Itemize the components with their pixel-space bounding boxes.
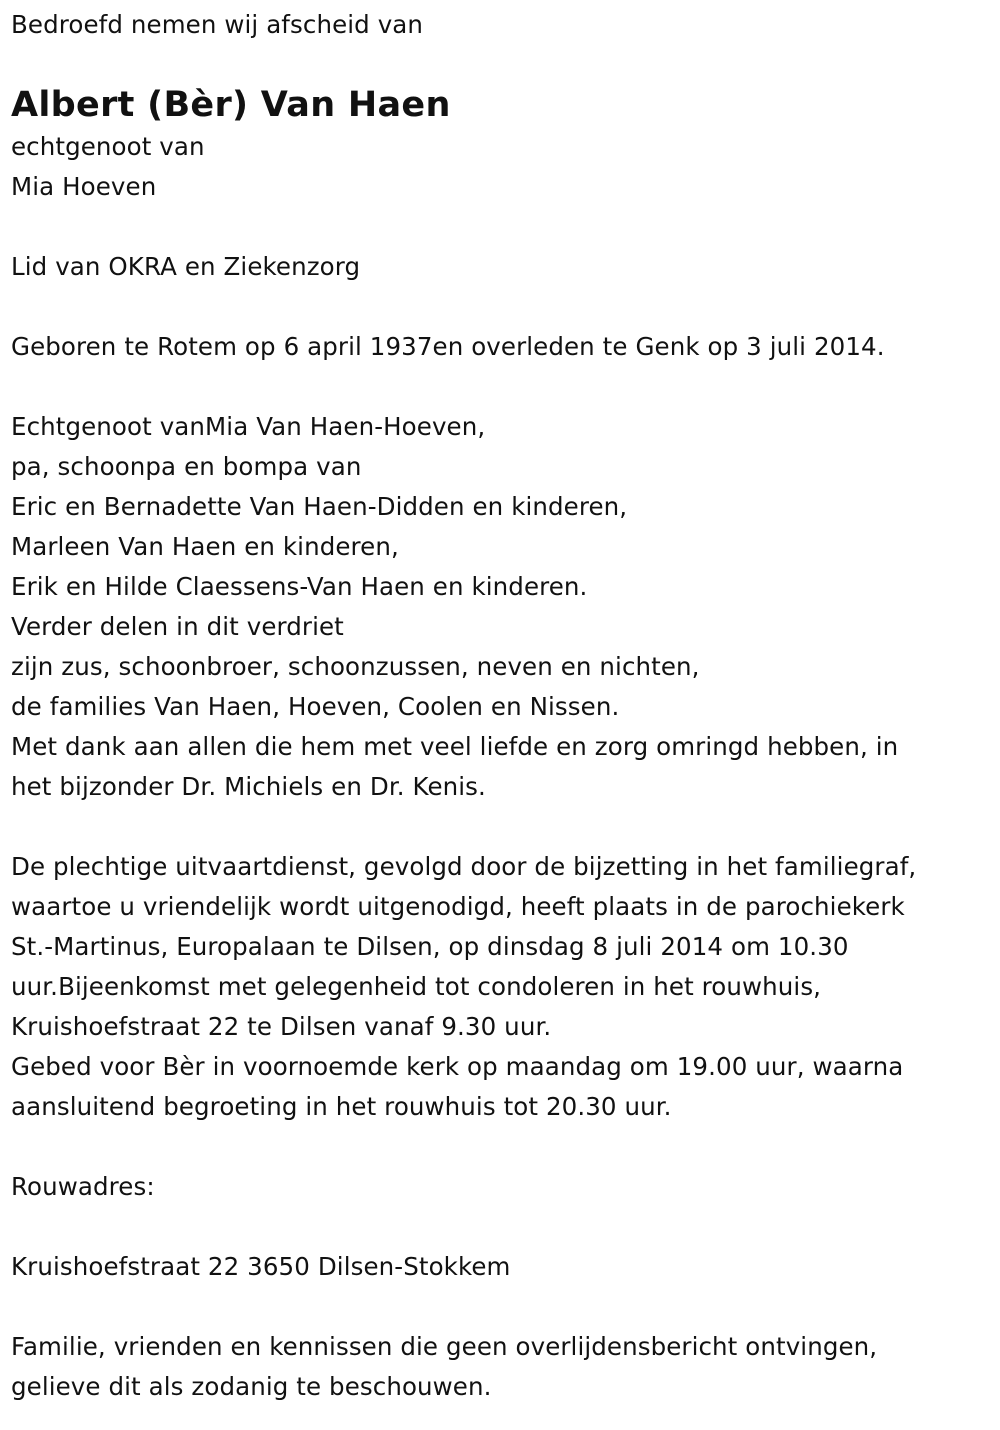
membership-text: Lid van OKRA en Ziekenzorg <box>11 252 361 281</box>
family-section <box>11 407 996 807</box>
family-line: Met dank aan allen die hem met veel liefde en zorg omringd hebben, in <box>11 732 899 761</box>
spacer <box>11 1127 996 1167</box>
spacer <box>11 207 996 247</box>
family-line: het bijzonder Dr. Michiels en Dr. Kenis. <box>11 772 486 801</box>
ceremony-line: aansluitend begroeting in het rouwhuis tot 20.30 uur. <box>11 1092 672 1121</box>
spacer <box>11 287 996 327</box>
family-line: pa, schoonpa en bompa van <box>11 452 362 481</box>
birth-death-text: Geboren te Rotem op 6 april 1937en overleden te Genk op 3 juli 2014. <box>11 332 885 361</box>
closing-line: gelieve dit als zodanig te beschouwen. <box>11 1372 492 1401</box>
ceremony-line: Gebed voor Bèr in voornoemde kerk op maandag om 19.00 uur, waarna <box>11 1052 904 1081</box>
spacer <box>11 1287 996 1327</box>
family-line: Echtgenoot vanMia Van Haen-Hoeven, <box>11 412 486 441</box>
closing-section <box>11 1327 996 1407</box>
family-line: Eric en Bernadette Van Haen-Didden en kinderen, <box>11 492 628 521</box>
spacer <box>11 1207 996 1247</box>
death-notice <box>11 5 996 1407</box>
closing-line: Familie, vrienden en kennissen die geen overlijdensbericht ontvingen, <box>11 1332 878 1361</box>
spouse-intro: echtgenoot van <box>11 132 205 161</box>
family-line: Marleen Van Haen en kinderen, <box>11 532 399 561</box>
ceremony-line: St.-Martinus, Europalaan te Dilsen, op dinsdag 8 juli 2014 om 10.30 <box>11 932 849 961</box>
spouse-name: Mia Hoeven <box>11 172 157 201</box>
ceremony-line: Kruishoefstraat 22 te Dilsen vanaf 9.30 uur. <box>11 1012 552 1041</box>
address-label: Rouwadres: <box>11 1172 155 1201</box>
intro-text: Bedroefd nemen wij afscheid van <box>11 10 424 39</box>
deceased-name: Albert (Bèr) Van Haen <box>11 85 451 125</box>
mourning-address: Kruishoefstraat 22 3650 Dilsen-Stokkem <box>11 1252 511 1281</box>
spacer <box>11 367 996 407</box>
family-line: Verder delen in dit verdriet <box>11 612 344 641</box>
family-line: zijn zus, schoonbroer, schoonzussen, neven en nichten, <box>11 652 700 681</box>
family-line: Erik en Hilde Claessens-Van Haen en kinderen. <box>11 572 588 601</box>
ceremony-line: De plechtige uitvaartdienst, gevolgd door de bijzetting in het familiegraf, <box>11 852 917 881</box>
ceremony-line: waartoe u vriendelijk wordt uitgenodigd, heeft plaats in de parochiekerk <box>11 892 905 921</box>
family-line: de families Van Haen, Hoeven, Coolen en Nissen. <box>11 692 620 721</box>
ceremony-section <box>11 847 996 1127</box>
ceremony-line: uur.Bijeenkomst met gelegenheid tot condoleren in het rouwhuis, <box>11 972 822 1001</box>
spacer <box>11 807 996 847</box>
